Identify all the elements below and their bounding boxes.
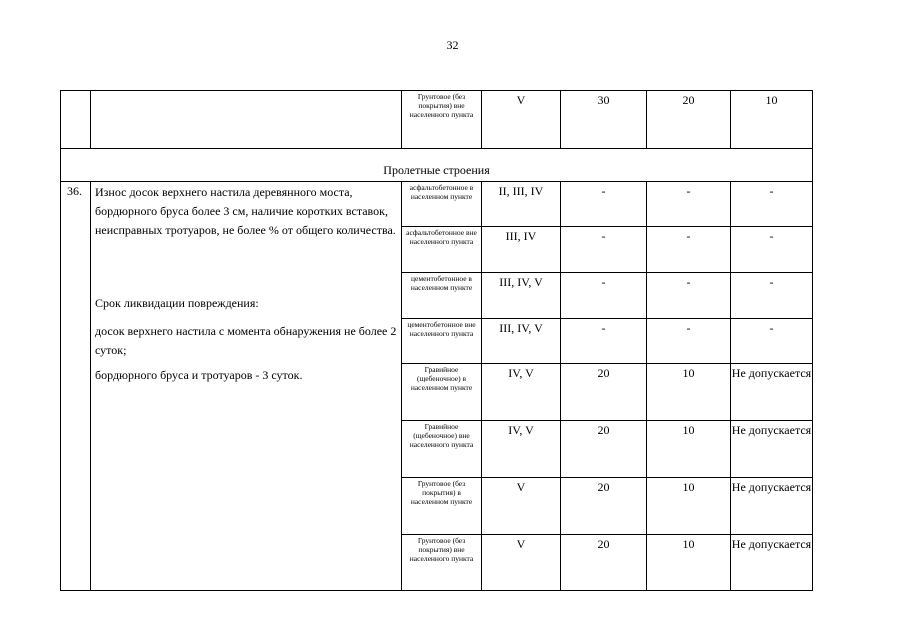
value-cell-2: - <box>647 273 731 319</box>
road-type-cell: цементобетонное в населенном пункте <box>402 273 482 319</box>
cell-empty-number <box>61 91 91 149</box>
road-type-cell: асфальтобетонное вне населенного пункта <box>402 227 482 273</box>
value-cell-1: 20 <box>561 535 647 591</box>
deadline-curb: бордюрного бруса и тротуаров - 3 суток. <box>95 368 303 382</box>
value-cell-3: 10 <box>731 91 813 149</box>
value-cell-1: - <box>561 319 647 364</box>
value-cell-2: - <box>647 227 731 273</box>
road-type-cell: Грунтовое (без покрытия) вне населенного пункта <box>402 91 482 149</box>
category-cell: V <box>482 478 561 535</box>
value-cell-3: - <box>731 227 813 273</box>
value-cell-3: - <box>731 273 813 319</box>
value-cell-1: 30 <box>561 91 647 149</box>
road-type-cell: Гравийное (щебеночное) в населенном пункте <box>402 364 482 421</box>
value-cell-1: 20 <box>561 364 647 421</box>
description-text: Износ досок верхнего настила деревянного моста, бордюрного бруса более 3 см, наличие коротких вставок, неисправных тротуаров, не более % от общего количества. <box>95 185 396 237</box>
deadline-title: Срок ликвидации повреждения: <box>95 296 259 310</box>
item-description <box>91 182 402 591</box>
value-cell-2: - <box>647 182 731 227</box>
value-cell-2: 10 <box>647 364 731 421</box>
category-cell: III, IV, V <box>482 273 561 319</box>
road-type-cell: Грунтовое (без покрытия) вне населенного пункта <box>402 535 482 591</box>
table-row-top <box>61 91 813 149</box>
category-cell: II, III, IV <box>482 182 561 227</box>
value-cell-2: - <box>647 319 731 364</box>
value-cell-3: - <box>731 319 813 364</box>
item-number: 36. <box>61 182 91 591</box>
category-cell: III, IV <box>482 227 561 273</box>
cell-empty-description <box>91 91 402 149</box>
value-cell-1: - <box>561 182 647 227</box>
page-number: 32 <box>446 38 459 52</box>
category-cell: IV, V <box>482 364 561 421</box>
category-cell: IV, V <box>482 421 561 478</box>
value-cell-1: - <box>561 227 647 273</box>
value-cell-1: 20 <box>561 478 647 535</box>
value-cell-2: 10 <box>647 478 731 535</box>
value-cell-2: 20 <box>647 91 731 149</box>
value-cell-3: Не допускается <box>731 535 813 591</box>
requirements-table <box>60 90 813 591</box>
road-type-cell: цементобетонное вне населенного пункта <box>402 319 482 364</box>
road-type-cell: Гравийное (щебеночное) вне населенного пункта <box>402 421 482 478</box>
value-cell-1: 20 <box>561 421 647 478</box>
section-title: Пролетные строения <box>61 149 813 182</box>
value-cell-3: Не допускается <box>731 364 813 421</box>
value-cell-3: Не допускается <box>731 421 813 478</box>
road-type-cell: Грунтовое (без покрытия) в населенном пункте <box>402 478 482 535</box>
value-cell-3: Не допускается <box>731 478 813 535</box>
deadline-boards: досок верхнего настила с момента обнаружения не более 2 суток; <box>95 324 397 357</box>
section-row <box>61 149 813 182</box>
table-row <box>61 182 813 227</box>
value-cell-1: - <box>561 273 647 319</box>
road-type-cell: асфальтобетонное в населенном пункте <box>402 182 482 227</box>
category-cell: III, IV, V <box>482 319 561 364</box>
value-cell-2: 10 <box>647 535 731 591</box>
value-cell-2: 10 <box>647 421 731 478</box>
category-cell: V <box>482 535 561 591</box>
value-cell-3: - <box>731 182 813 227</box>
category-cell: V <box>482 91 561 149</box>
